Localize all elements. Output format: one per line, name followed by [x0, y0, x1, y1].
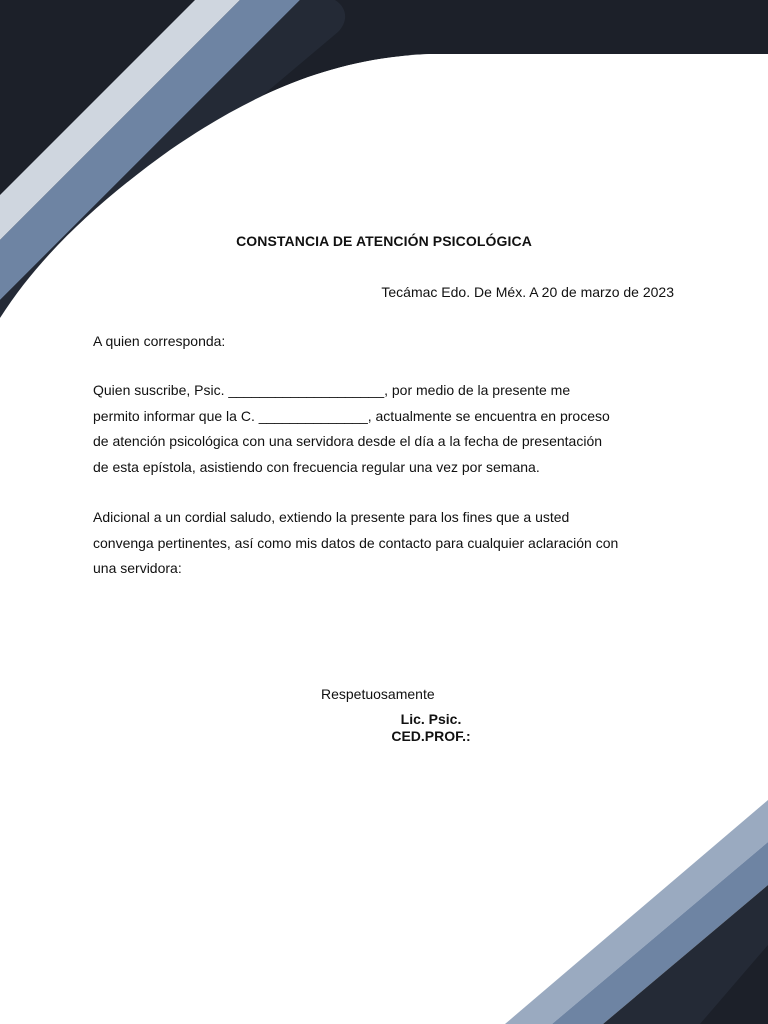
- paragraph-line: de atención psicológica con una servidora desde el día a la fecha de presentación: [93, 433, 603, 449]
- document-title: CONSTANCIA DE ATENCIÓN PSICOLÓGICA: [236, 233, 532, 249]
- closing-phrase: Respetuosamente: [321, 686, 435, 702]
- paragraph-line: una servidora:: [93, 560, 182, 576]
- salutation: A quien corresponda:: [93, 333, 226, 349]
- paragraph-line: convenga pertinentes, así como mis datos de contacto para cualquier aclaración con: [93, 534, 619, 551]
- date-location: Tecámac Edo. De Méx. A 20 de marzo de 2023: [381, 284, 674, 300]
- paragraph-line: Adicional a un cordial saludo, extiendo la presente para los fines que a usted: [93, 509, 570, 525]
- body-paragraph-2: [93, 505, 683, 582]
- signature-name: Lic. Psic.: [400, 711, 462, 727]
- paragraph-line: Quien suscribe, Psic. ____________________, por medio de la presente me: [93, 382, 571, 398]
- paragraph-line: de esta epístola, asistiendo con frecuencia regular una vez por semana.: [93, 458, 540, 475]
- paragraph-line: permito informar que la C. ______________, actualmente se encuentra en proceso: [93, 407, 610, 424]
- signature-professional-id: CED.PROF.:: [391, 728, 471, 744]
- body-paragraph-1: [93, 378, 683, 480]
